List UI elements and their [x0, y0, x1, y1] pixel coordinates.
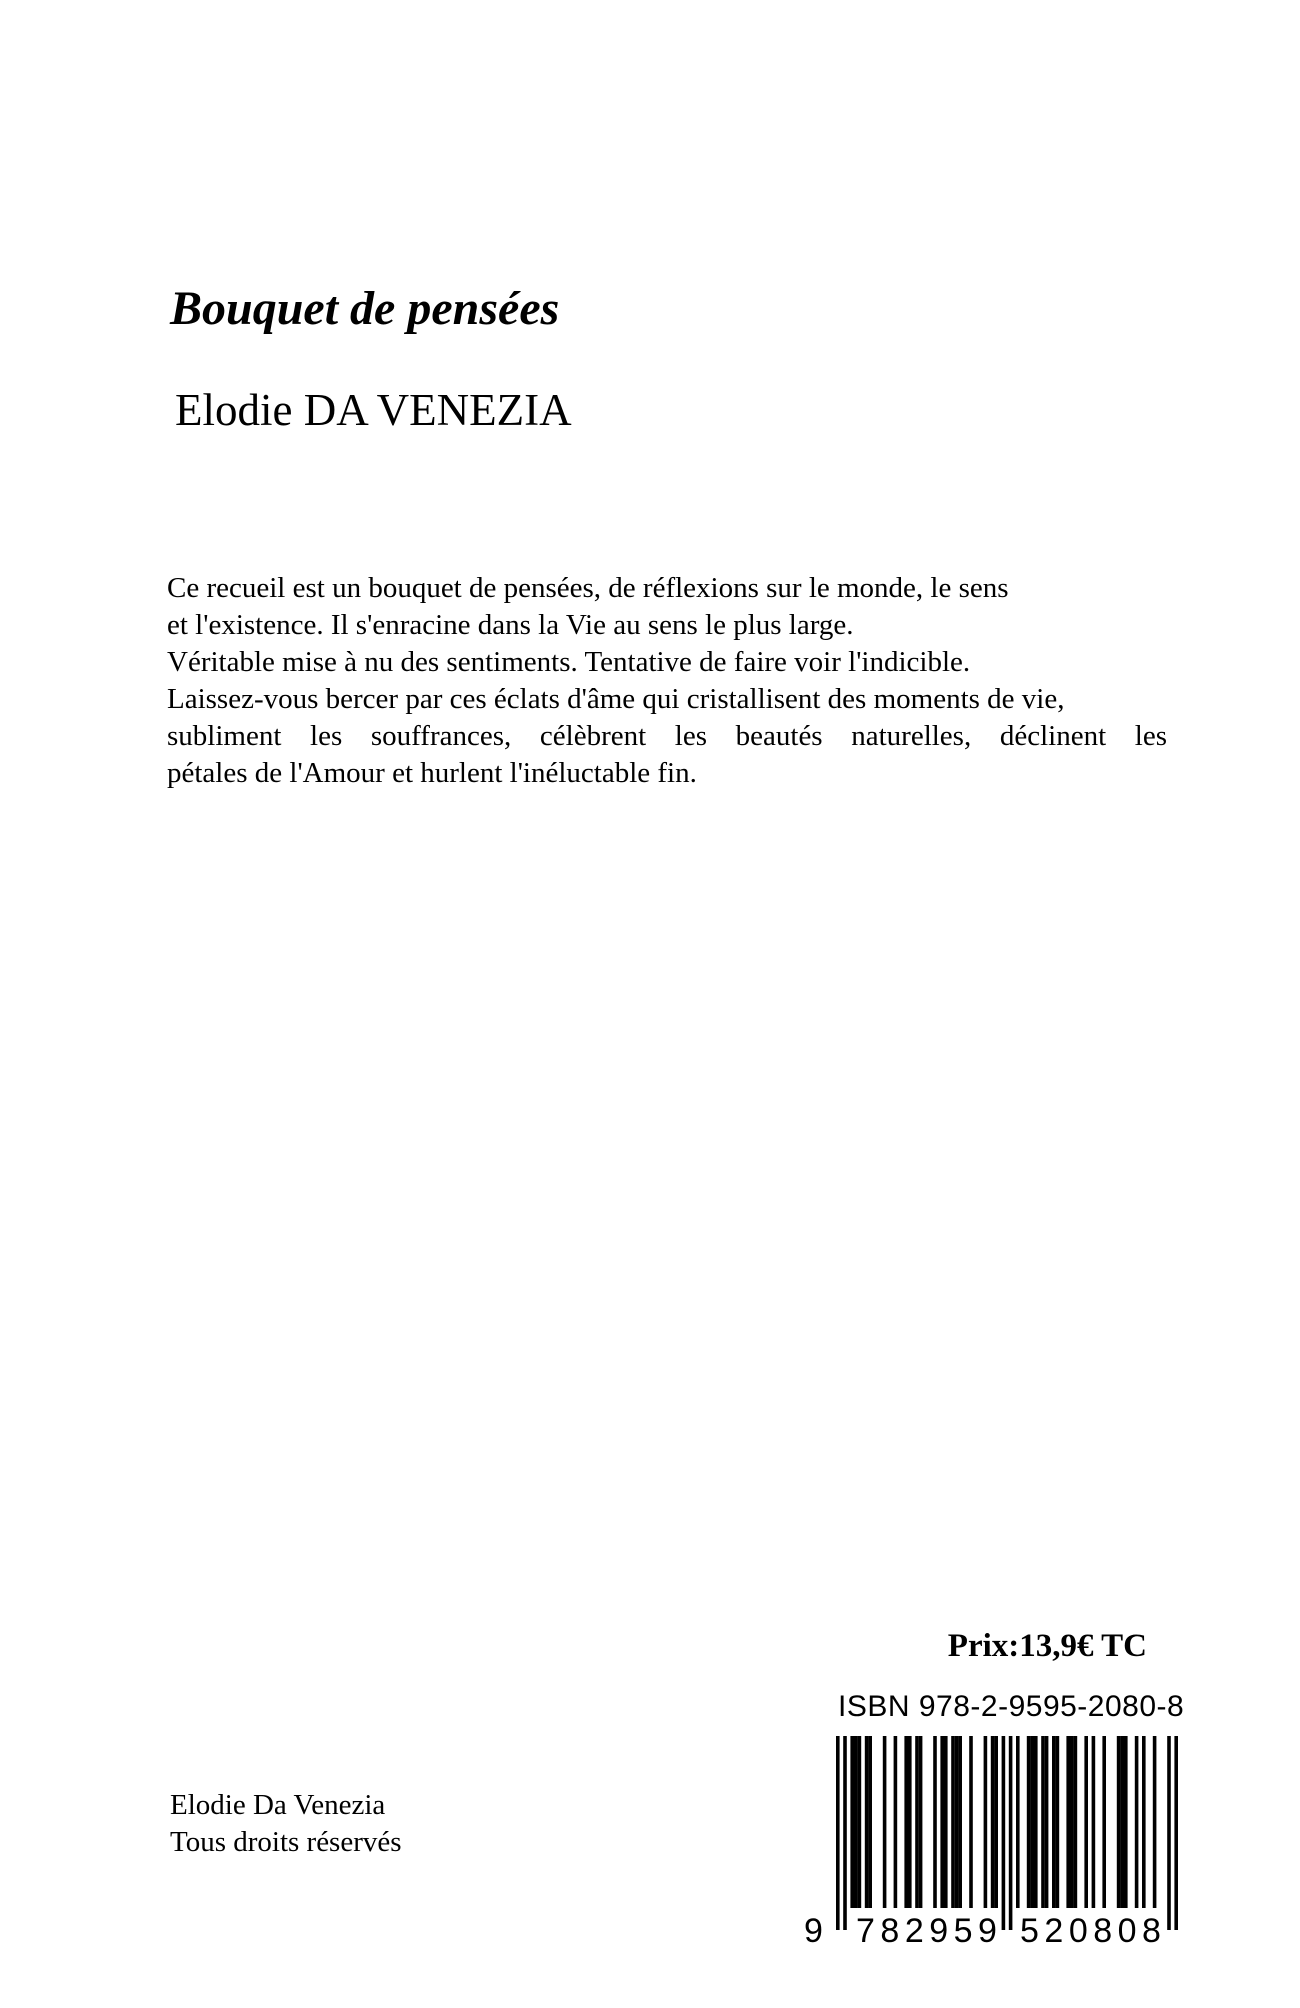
barcode-digits-left: 782959 [856, 1912, 1003, 1948]
barcode-bar [1074, 1736, 1078, 1908]
barcode-bar [1030, 1736, 1034, 1908]
barcode-bar [1041, 1736, 1045, 1908]
book-blurb [167, 570, 1167, 792]
barcode-bar [868, 1736, 872, 1908]
barcode-bar [858, 1736, 862, 1908]
barcode-bar [933, 1736, 937, 1908]
book-title: Bouquet de pensées [170, 282, 560, 335]
barcode-guard-bar [1002, 1736, 1006, 1930]
barcode-bar [955, 1736, 959, 1908]
barcode-bar [1027, 1736, 1031, 1908]
barcode-bar [951, 1736, 955, 1908]
barcode-bar [854, 1736, 858, 1908]
barcode-bar [969, 1736, 973, 1908]
barcode-bar [904, 1736, 908, 1908]
barcode-bar [1120, 1736, 1124, 1908]
blurb-line: subliment les souffrances, célèbrent les beautés naturelles, déclinent les [167, 720, 1167, 752]
barcode-bar [1102, 1736, 1106, 1908]
barcode-bar [991, 1736, 995, 1908]
barcode-bar [1070, 1736, 1074, 1908]
barcode-digits-right: 520808 [1020, 1912, 1167, 1948]
barcode-bar [944, 1736, 948, 1908]
copyright-notice [170, 1787, 402, 1861]
barcode-bar [919, 1736, 923, 1908]
barcode-guard-bar [1009, 1736, 1013, 1930]
barcode-bar [1135, 1736, 1139, 1908]
barcode-bar [1066, 1736, 1070, 1908]
barcode-bar [1117, 1736, 1121, 1908]
barcode-bar [865, 1736, 869, 1908]
barcode-bar [1153, 1736, 1157, 1908]
barcode-bar [1052, 1736, 1056, 1908]
barcode-bar [1084, 1736, 1088, 1908]
copyright-rights: Tous droits réservés [170, 1826, 402, 1858]
barcode-bar [850, 1736, 854, 1908]
barcode-bar [1016, 1736, 1020, 1908]
price-label: Prix:13,9€ TC [947, 1628, 1147, 1664]
barcode-bar [915, 1736, 919, 1908]
blurb-line: pétales de l'Amour et hurlent l'inéluctable fin. [167, 757, 697, 789]
book-author: Elodie DA VENEZIA [175, 385, 572, 435]
barcode-bar [1124, 1736, 1128, 1908]
barcode-bar [940, 1736, 944, 1908]
copyright-holder: Elodie Da Venezia [170, 1789, 386, 1821]
isbn-barcode-block [800, 1690, 1210, 1948]
blurb-line: Laissez-vous bercer par ces éclats d'âme qui cristallisent des moments de vie, [167, 683, 1065, 715]
barcode-guard-bar [1167, 1736, 1171, 1930]
barcode-image [800, 1690, 1210, 1948]
barcode-digit-prefix: 9 [804, 1912, 823, 1948]
barcode-bar [1056, 1736, 1060, 1908]
barcode-guard-bar [843, 1736, 847, 1930]
barcode-bar [1092, 1736, 1096, 1908]
barcode-bar [984, 1736, 988, 1908]
barcode-bar [1034, 1736, 1038, 1908]
barcode-guard-bar [1174, 1736, 1178, 1930]
barcode-bar [958, 1736, 962, 1908]
blurb-line: Ce recueil est un bouquet de pensées, de réflexions sur le monde, le sens [167, 572, 1009, 604]
barcode-bar [908, 1736, 912, 1908]
barcode-guard-bar [836, 1736, 840, 1930]
barcode-bar [994, 1736, 998, 1908]
barcode-bar [894, 1736, 898, 1908]
barcode-bar [1142, 1736, 1146, 1908]
barcode-bar [1045, 1736, 1049, 1908]
blurb-line: et l'existence. Il s'enracine dans la Vie au sens le plus large. [167, 609, 854, 641]
barcode-bar [883, 1736, 887, 1908]
blurb-line: Véritable mise à nu des sentiments. Tentative de faire voir l'indicible. [167, 646, 971, 678]
isbn-label: ISBN 978-2-9595-2080-8 [838, 1690, 1185, 1723]
